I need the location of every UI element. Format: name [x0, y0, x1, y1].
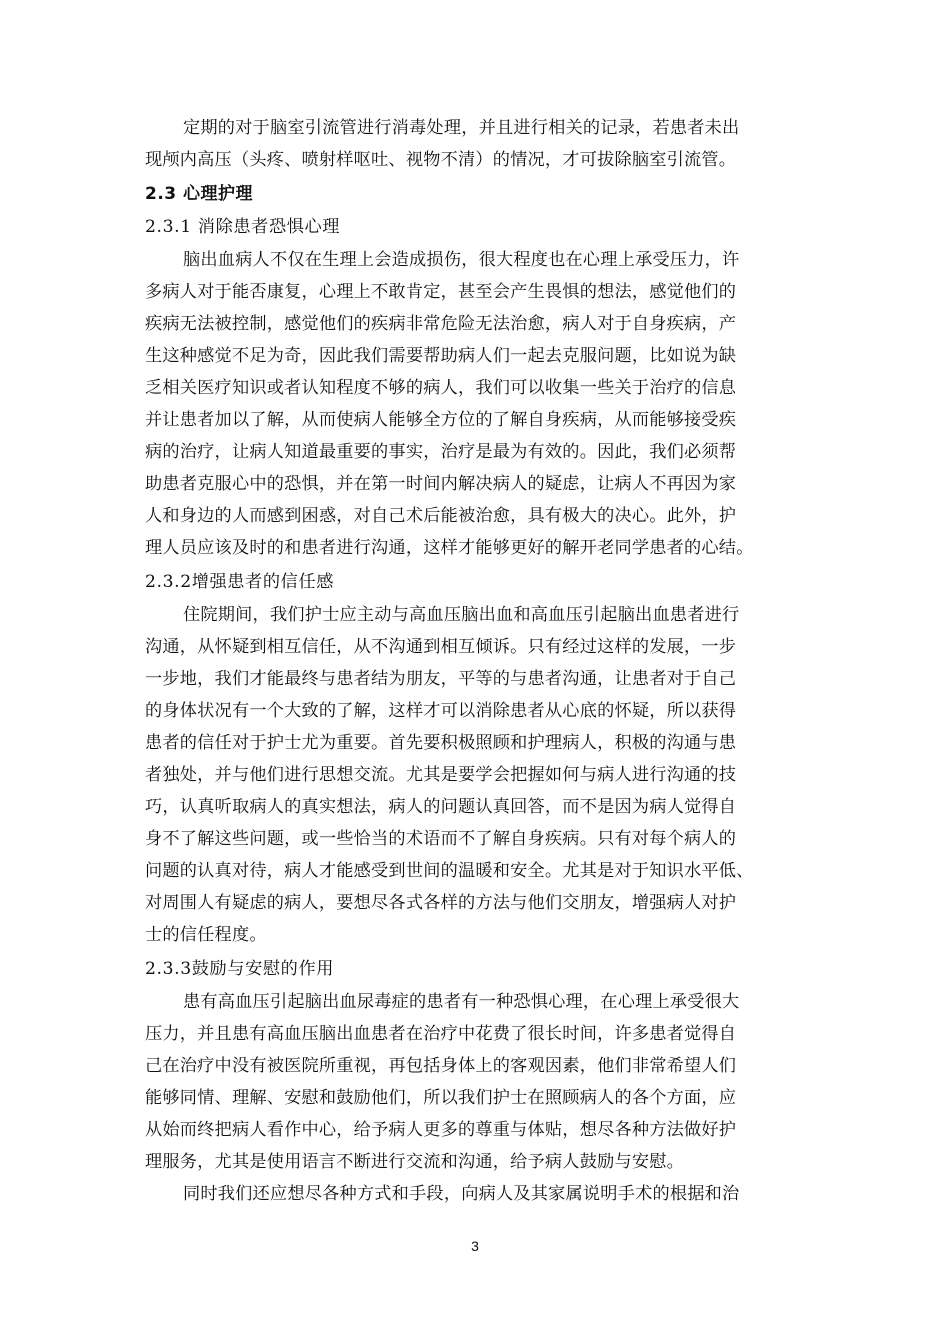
- paragraph-line: 巧，认真听取病人的真实想法，病人的问题认真回答，而不是因为病人觉得自: [145, 797, 737, 817]
- paragraph-line: 人和身边的人而感到困惑，对自己术后能被治愈，具有极大的决心。此外，护: [145, 506, 737, 526]
- paragraph-line: 对周围人有疑虑的病人，要想尽各式各样的方法与他们交朋友，增强病人对护: [145, 893, 737, 913]
- paragraph-line: 多病人对于能否康复，心理上不敢肯定，甚至会产生畏惧的想法，感觉他们的: [145, 282, 737, 302]
- paragraph-line: 生这种感觉不足为奇，因此我们需要帮助病人们一起去克服问题，比如说为缺: [145, 346, 737, 366]
- paragraph-line: 己在治疗中没有被医院所重视，再包括身体上的客观因素，他们非常希望人们: [145, 1056, 737, 1076]
- paragraph-line: 病的治疗，让病人知道最重要的事实，治疗是最为有效的。因此，我们必须帮: [145, 442, 737, 462]
- paragraph-line: 一步地，我们才能最终与患者结为朋友，平等的与患者沟通，让患者对于自己: [145, 669, 737, 689]
- subsection-heading: 2.3.2增强患者的信任感: [145, 572, 335, 592]
- paragraph-line: 住院期间，我们护士应主动与高血压脑出血和高血压引起脑出血患者进行: [183, 605, 740, 625]
- paragraph-line: 问题的认真对待，病人才能感受到世间的温暖和安全。尤其是对于知识水平低、: [145, 861, 754, 881]
- paragraph-line: 现颅内高压（头疼、喷射样呕吐、视物不清）的情况，才可拔除脑室引流管。: [145, 150, 737, 170]
- paragraph-line: 脑出血病人不仅在生理上会造成损伤，很大程度也在心理上承受压力，许: [183, 250, 740, 270]
- paragraph-line: 并让患者加以了解，从而使病人能够全方位的了解自身疾病，从而能够接受疾: [145, 410, 737, 430]
- paragraph-line: 理服务，尤其是使用语言不断进行交流和沟通，给予病人鼓励与安慰。: [145, 1152, 685, 1172]
- subsection-heading: 2.3.1 消除患者恐惧心理: [145, 217, 341, 237]
- subsection-heading: 2.3.3鼓励与安慰的作用: [145, 959, 335, 979]
- paragraph-line: 患有高血压引起脑出血尿毒症的患者有一种恐惧心理，在心理上承受很大: [183, 992, 740, 1012]
- section-heading: 2.3 心理护理: [145, 184, 254, 204]
- paragraph-line: 沟通，从怀疑到相互信任，从不沟通到相互倾诉。只有经过这样的发展，一步: [145, 637, 737, 657]
- paragraph-line: 理人员应该及时的和患者进行沟通，这样才能够更好的解开老同学患者的心结。: [145, 538, 754, 558]
- paragraph-line: 的身体状况有一个大致的了解，这样才可以消除患者从心底的怀疑，所以获得: [145, 701, 737, 721]
- paragraph-line: 压力，并且患有高血压脑出血患者在治疗中花费了很长时间，许多患者觉得自: [145, 1024, 737, 1044]
- paragraph-line: 士的信任程度。: [145, 925, 267, 945]
- paragraph-line: 者独处，并与他们进行思想交流。尤其是要学会把握如何与病人进行沟通的技: [145, 765, 737, 785]
- paragraph-line: 从始而终把病人看作中心，给予病人更多的尊重与体贴，想尽各种方法做好护: [145, 1120, 737, 1140]
- paragraph-line: 助患者克服心中的恐惧，并在第一时间内解决病人的疑虑，让病人不再因为家: [145, 474, 737, 494]
- paragraph-line: 疾病无法被控制，感觉他们的疾病非常危险无法治愈，病人对于自身疾病，产: [145, 314, 737, 334]
- paragraph-line: 同时我们还应想尽各种方式和手段，向病人及其家属说明手术的根据和治: [183, 1184, 740, 1204]
- paragraph-line: 定期的对于脑室引流管进行消毒处理，并且进行相关的记录，若患者未出: [183, 118, 740, 138]
- page-number: 3: [471, 1238, 479, 1254]
- paragraph-line: 身不了解这些问题，或一些恰当的术语而不了解自身疾病。只有对每个病人的: [145, 829, 737, 849]
- paragraph-line: 能够同情、理解、安慰和鼓励他们，所以我们护士在照顾病人的各个方面，应: [145, 1088, 737, 1108]
- paragraph-line: 乏相关医疗知识或者认知程度不够的病人，我们可以收集一些关于治疗的信息: [145, 378, 737, 398]
- paragraph-line: 患者的信任对于护士尤为重要。首先要积极照顾和护理病人，积极的沟通与患: [145, 733, 737, 753]
